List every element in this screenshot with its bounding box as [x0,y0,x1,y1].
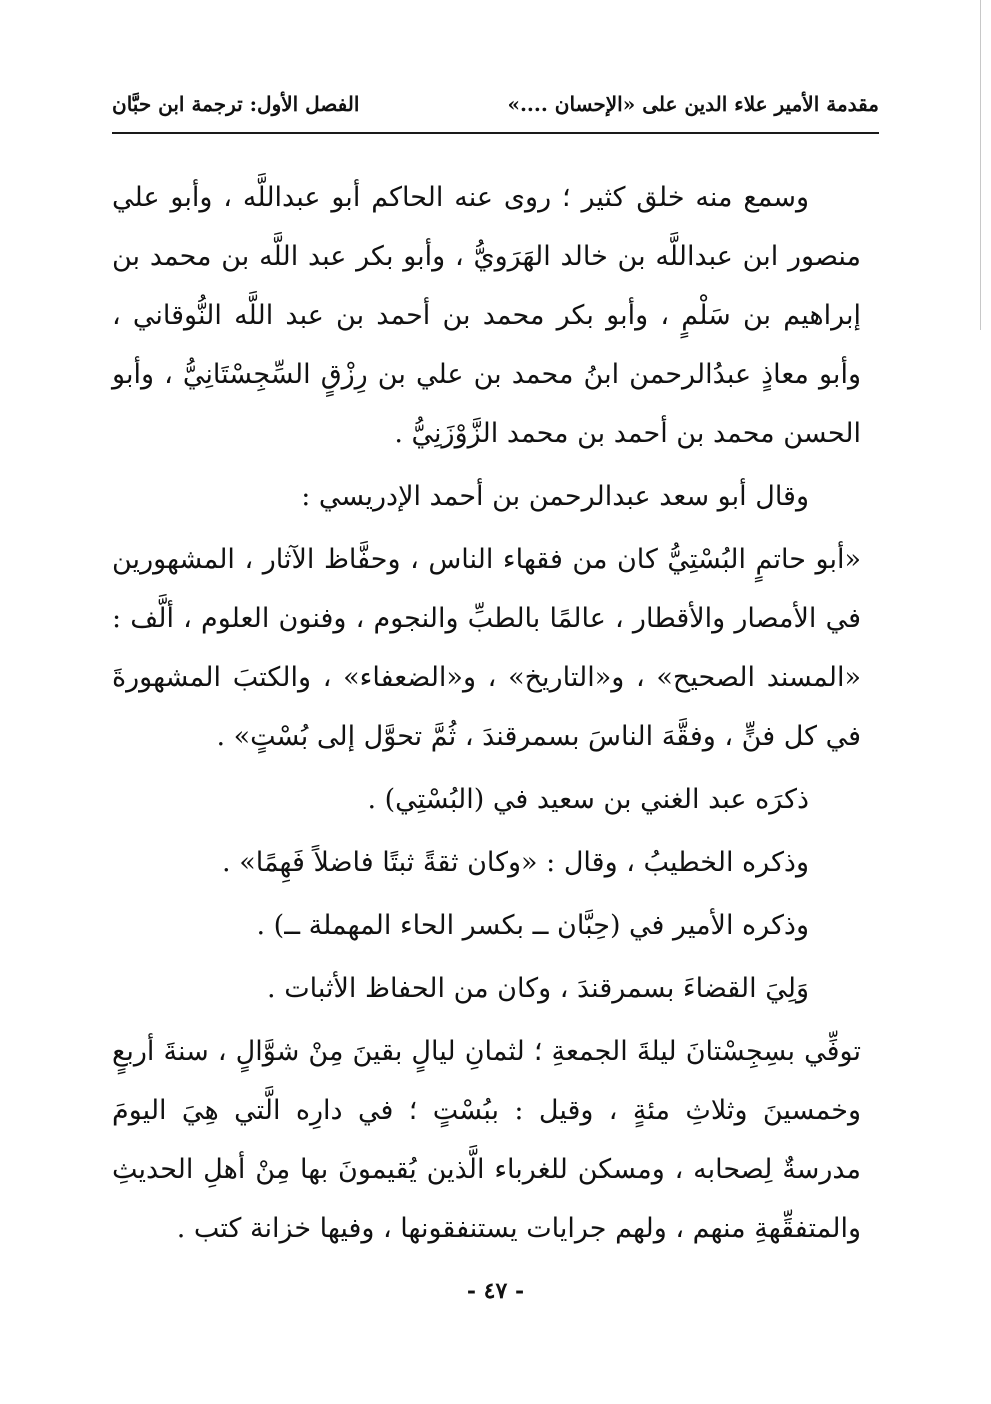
paragraph-narrators: وسمع منه خلق كثير ؛ روى عنه الحاكم أبو عبداللَّه ، وأبو علي منصور ابن عبداللَّه بن خالد الهَرَويُّ ، وأبو بكر عبد اللَّه بن محمد بن إبراهيم بن سَلْمٍ ، وأبو بكر محمد بن أحمد بن عبد اللَّه النُّوقاني ، وأبو معاذٍ عبدُالرحمن ابنُ محمد بن علي بن رِزْقٍ السِّجِسْتَانِيُّ ، وأبو الحسن محمد بن أحمد بن محمد الزَّوْزَنِيُّ . [112,182,861,449]
paragraph-idrisi-quote: «أبو حاتمٍ البُسْتِيُّ كان من فقهاء الناس ، وحفَّاظ الآثار ، المشهورين في الأمصار والأقطار ، عالمًا بالطبِّ والنجوم ، وفنون العلوم ، ألَّف : «المسند الصحيح» ، و«التاريخ» ، و«الضعفاء» ، والكتبَ المشهورةَ في كل فنٍّ ، وفقَّهَ الناسَ بسمرقندَ ، ثُمَّ تحوَّل إلى بُسْتٍ» . [112,544,861,752]
paragraph-khatib: وذكره الخطيبُ ، وقال : «وكان ثقةً ثبتًا فاضلاً فَهِمًا» . [222,847,809,878]
running-header [112,86,879,134]
chapter-title: الفصل الأول: ترجمة ابن حبَّان [112,92,360,116]
paragraph-idrisi-intro: وقال أبو سعد عبدالرحمن بن أحمد الإدريسي : [301,481,809,512]
page-edge-line [980,0,981,330]
paragraph-amir: وذكره الأمير في (حِبَّان ــ بكسر الحاء المهملة ــ) . [256,910,809,941]
paragraph-abd-al-ghani: ذكرَه عبد الغني بن سعيد في (البُسْتِي) . [367,784,809,815]
page-number: - ٤٧ - [466,1278,525,1304]
paragraph-death: توفِّي بسِجِسْتانَ ليلةَ الجمعةِ ؛ لثمانِ ليالٍ بقينَ مِنْ شوَّالٍ ، سنةَ أربعٍ وخمسينَ وثلاثِ مئةٍ ، وقيل : ببُسْتٍ ؛ في دارِه الَّتي هِيَ اليومَ مدرسةٌ لِصحابه ، ومسكن للغرباء الَّذين يُقيمونَ بها مِنْ أهلِ الحديثِ والمتفقِّهةِ منهم ، ولهم جرايات يستنفقونها ، وفيها خزانة كتب . [112,1036,861,1244]
running-title: مقدمة الأمير علاء الدين على «الإحسان ....» [507,92,879,116]
paragraph-judgeship: وَلِيَ القضاءَ بسمرقندَ ، وكان من الحفاظ الأثبات . [267,973,809,1004]
main-text [112,168,861,1262]
